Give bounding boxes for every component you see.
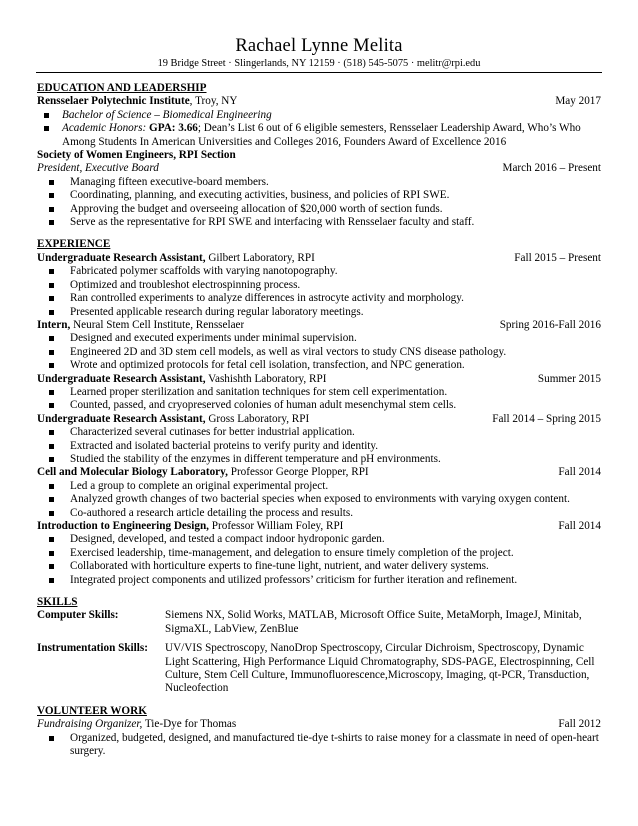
volunteer-date: Fall 2012 <box>558 718 601 731</box>
section-title-education: EDUCATION AND LEADERSHIP <box>37 82 207 94</box>
job-line <box>37 466 601 479</box>
list-item: Organized, budgeted, designed, and manufactured tie-dye t-shirts to raise money for a classmate in need of open-heart surgery. <box>37 732 601 759</box>
school-location: , Troy, NY <box>189 95 238 108</box>
list-item: Fabricated polymer scaffolds with varying nanotopography. <box>37 265 601 278</box>
section-title-volunteer: VOLUNTEER WORK <box>37 704 147 717</box>
list-item: Studied the stability of the enzymes in different temperature and pH environments. <box>37 453 601 466</box>
list-item: Extracted and isolated bacterial proteins to verify purity and identity. <box>37 440 601 453</box>
job-date: Fall 2015 – Present <box>514 251 601 264</box>
list-item: Wrote and optimized protocols for fetal cell isolation, transfection, and NPC generation. <box>37 359 601 372</box>
role-bullets <box>37 176 601 230</box>
instrumentation-skills-label: Instrumentation Skills: <box>37 642 148 655</box>
job-date: Fall 2014 <box>558 466 601 479</box>
job-bullets <box>37 265 601 319</box>
job-bullets <box>37 533 601 587</box>
job-title: Undergraduate Research Assistant, <box>37 251 206 264</box>
job-entry <box>37 520 601 587</box>
job-org: Vashishth Laboratory, RPI <box>205 372 327 385</box>
list-item: Optimized and troubleshot electrospinning process. <box>37 279 601 292</box>
job-org: Professor George Plopper, RPI <box>227 466 369 479</box>
volunteer-bullets <box>37 732 601 759</box>
skills-section <box>37 596 601 696</box>
honors-item <box>37 122 601 149</box>
job-date: Spring 2016-Fall 2016 <box>499 318 601 331</box>
contact-line: 19 Bridge Street · Slingerlands, NY 12159 · (518) 545-5075 · melitr@rpi.edu <box>36 57 602 73</box>
job-title: Introduction to Engineering Design, <box>37 520 209 532</box>
list-item: Counted, passed, and cryopreserved colonies of human adult mesenchymal stem cells. <box>37 399 601 412</box>
job-bullets <box>37 386 601 413</box>
list-item: Designed, developed, and tested a compact indoor hydroponic garden. <box>37 533 601 546</box>
list-item: Presented applicable research during regular laboratory meetings. <box>37 306 601 319</box>
org-line <box>37 149 601 162</box>
job-bullets <box>37 426 601 466</box>
experience-section <box>37 238 601 587</box>
job-bullets <box>37 332 601 372</box>
volunteer-org: Tie-Dye for Thomas <box>142 718 237 731</box>
job-date: Fall 2014 – Spring 2015 <box>492 412 601 425</box>
list-item: Co-authored a research article detailing the process and results. <box>37 507 601 520</box>
role-title: President, Executive Board <box>37 162 159 175</box>
school-bullets <box>37 109 601 149</box>
list-item: Managing fifteen executive-board members. <box>37 176 601 189</box>
list-item: Integrated project components and utilized professors’ criticism for further iteration and refinement. <box>37 574 601 587</box>
job-entry <box>37 319 601 373</box>
job-bullets <box>37 480 601 520</box>
gpa-value: GPA: 3.66 <box>149 122 198 135</box>
section-title-skills: SKILLS <box>37 596 78 609</box>
job-org: Neural Stem Cell Institute, Rensselaer <box>70 318 245 331</box>
computer-skills-row <box>37 609 601 636</box>
list-item: Led a group to complete an original experimental project. <box>37 480 601 493</box>
list-item: Designed and executed experiments under minimal supervision. <box>37 332 601 345</box>
org-name: Society of Women Engineers, RPI Section <box>37 149 236 162</box>
school-name: Rensselaer Polytechnic Institute <box>37 95 190 108</box>
list-item: Coordinating, planning, and executing activities, business, and policies of RPI SWE. <box>37 189 601 202</box>
list-item: Serve as the representative for RPI SWE and interfacing with Rensselaer faculty and staff. <box>37 216 601 229</box>
job-org: Gilbert Laboratory, RPI <box>205 251 315 264</box>
job-entry <box>37 373 601 413</box>
job-org: Gross Laboratory, RPI <box>205 412 310 425</box>
role-date: March 2016 – Present <box>502 162 601 175</box>
job-org: Professor William Foley, RPI <box>208 520 344 532</box>
section-title-experience: EXPERIENCE <box>37 238 111 251</box>
job-date: Fall 2014 <box>558 520 601 532</box>
job-title: Undergraduate Research Assistant, <box>37 412 206 425</box>
job-title: Cell and Molecular Biology Laboratory, <box>37 466 228 479</box>
education-section <box>37 82 601 229</box>
job-line <box>37 373 601 386</box>
computer-skills-label: Computer Skills: <box>37 609 119 622</box>
volunteer-role: Fundraising Organizer, <box>37 718 143 731</box>
degree-item: Bachelor of Science – Biomedical Engineering <box>37 109 601 122</box>
school-line <box>37 95 601 108</box>
list-item: Engineered 2D and 3D stem cell models, as well as viral vectors to study CNS disease pathology. <box>37 346 601 359</box>
list-item: Exercised leadership, time-management, and delegation to ensure timely completion of the project. <box>37 547 601 560</box>
instrumentation-skills-value: UV/VIS Spectroscopy, NanoDrop Spectroscopy, Circular Dichroism, Spectroscopy, Dynamic Light Scattering, High Performance Liquid Chromatography, SDS-PAGE, Electrospinning, Cell Culture, Stem Cell Culture, Immunofluorescence,Microscopy, Imaging, qt-PCR, Transduction, Nucleofection <box>165 642 595 695</box>
list-item: Learned proper sterilization and sanitation techniques for stem cell experimentation. <box>37 386 601 399</box>
list-item: Ran controlled experiments to analyze differences in astrocyte activity and morphology. <box>37 292 601 305</box>
list-item: Approving the budget and overseeing allocation of $20,000 worth of section funds. <box>37 203 601 216</box>
computer-skills-value: Siemens NX, Solid Works, MATLAB, Microsoft Office Suite, MetaMorph, ImageJ, Minitab, SigmaXL, LabView, ZenBlue <box>165 609 582 635</box>
job-entry <box>37 466 601 520</box>
job-title: Undergraduate Research Assistant, <box>37 372 206 385</box>
job-line <box>37 520 601 533</box>
volunteer-section <box>37 705 601 759</box>
job-entry <box>37 252 601 319</box>
honors-prefix: Academic Honors: <box>62 122 149 135</box>
honors-text: ; Dean’s List 6 out of 6 eligible semesters, Rensselaer Leadership Award, Who’s Who Among Students In American Universities and Colleges 2016, Founders Award of Excellence 2016 <box>62 122 581 148</box>
school-date: May 2017 <box>555 95 601 108</box>
job-title: Intern, <box>37 318 71 331</box>
role-line <box>37 162 601 175</box>
job-entry <box>37 413 601 467</box>
job-line <box>37 413 601 426</box>
job-line <box>37 319 601 332</box>
job-line <box>37 252 601 265</box>
applicant-name: Rachael Lynne Melita <box>235 36 403 56</box>
instrumentation-skills-row <box>37 642 601 696</box>
resume-header <box>37 0 601 73</box>
list-item: Characterized several cutinases for better industrial application. <box>37 426 601 439</box>
list-item: Collaborated with horticulture experts to fine-tune light, nutrient, and water delivery systems. <box>37 560 601 573</box>
job-date: Summer 2015 <box>537 372 601 385</box>
volunteer-line <box>37 718 601 731</box>
list-item: Analyzed growth changes of two bacterial species when exposed to environments with varying oxygen content. <box>37 493 601 506</box>
